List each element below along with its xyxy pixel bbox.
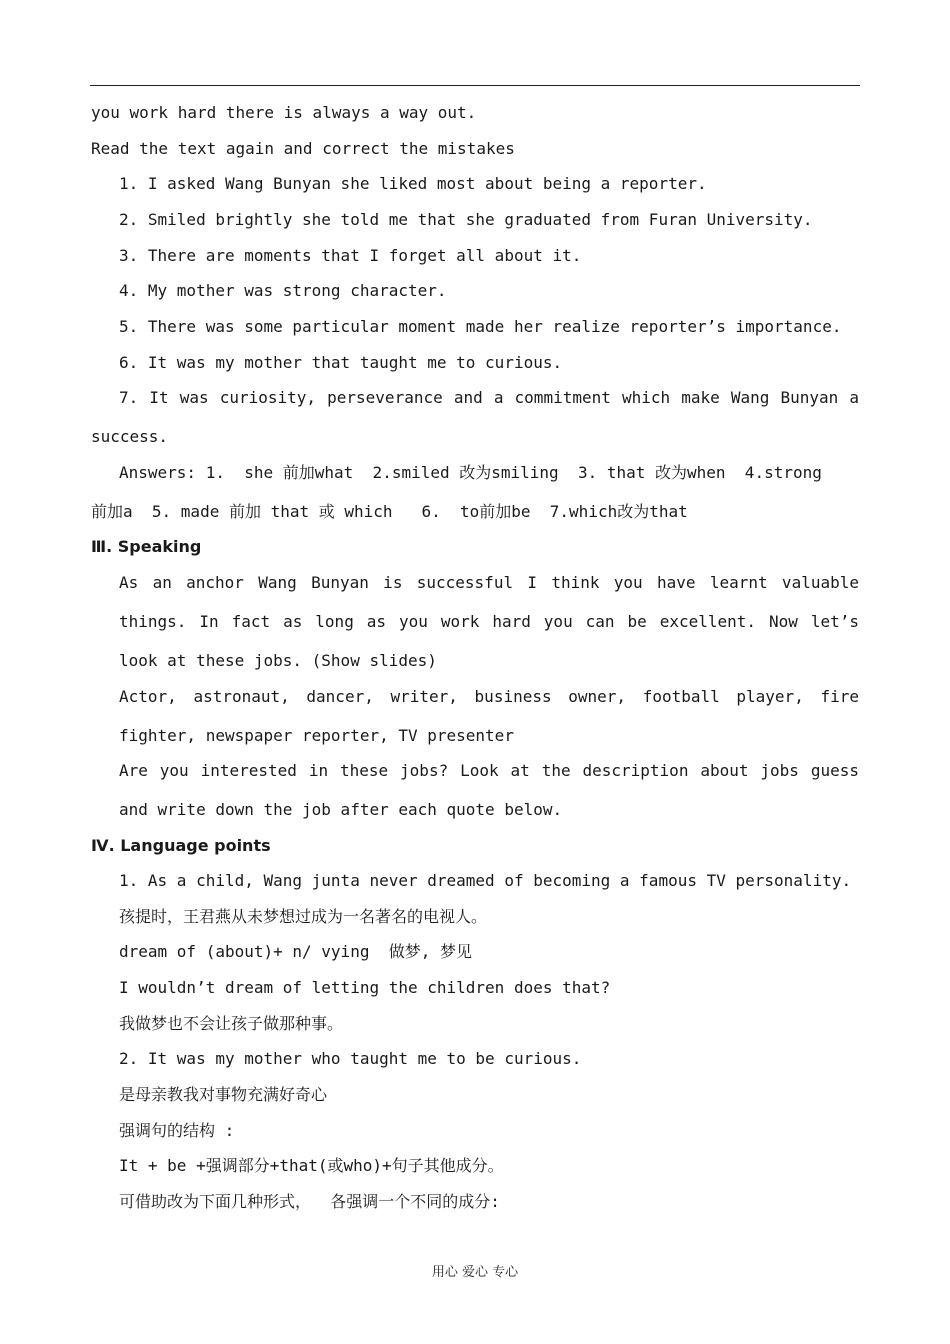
section-heading-speaking: Ⅲ. Speaking — [91, 537, 202, 556]
header-rule — [90, 85, 860, 86]
structure-note: 可借助改为下面几种形式， 各强调一个不同的成分: — [119, 1192, 500, 1211]
speaking-paragraph: As an anchor Wang Bunyan is successful I think you have learnt valuable — [119, 573, 859, 592]
exercise-item-2: 2. Smiled brightly she told me that she graduated from Furan University. — [119, 210, 813, 229]
language-point-1: 1. As a child, Wang junta never dreamed of becoming a famous TV personality. — [119, 871, 852, 890]
answers-line-cont: 前加a 5. made 前加 that 或 which 6. to前加be 7.which改为that — [91, 502, 688, 521]
exercise-item-6: 6. It was my mother that taught me to curious. — [119, 353, 563, 372]
structure-label: 强调句的结构 : — [119, 1121, 235, 1140]
example-sentence: I wouldn’t dream of letting the children does that? — [119, 978, 611, 997]
exercise-item-3: 3. There are moments that I forget all about it. — [119, 246, 582, 265]
exercise-item-1: 1. I asked Wang Bunyan she liked most about being a reporter. — [119, 174, 707, 193]
translation-line: 是母亲教我对事物充满好奇心 — [119, 1085, 328, 1104]
jobs-list: Actor, astronaut, dancer, writer, business owner, football player, fire — [119, 687, 859, 706]
exercise-item-7-cont: success. — [91, 427, 169, 446]
section-heading-language-points: Ⅳ. Language points — [91, 836, 271, 855]
speaking-paragraph: look at these jobs. (Show slides) — [119, 651, 437, 670]
language-point-2: 2. It was my mother who taught me to be curious. — [119, 1049, 582, 1068]
exercise-item-5: 5. There was some particular moment made her realize reporter’s importance. — [119, 317, 842, 336]
exercise-item-4: 4. My mother was strong character. — [119, 281, 447, 300]
translation-line: 我做梦也不会让孩子做那种事。 — [119, 1014, 344, 1033]
speaking-question: and write down the job after each quote below. — [119, 800, 563, 819]
page-footer: 用心 爱心 专心 — [431, 1265, 519, 1280]
jobs-list: fighter, newspaper reporter, TV presenter — [119, 726, 514, 745]
usage-line: dream of (about)+ n/ vying 做梦, 梦见 — [119, 942, 472, 961]
structure-formula: It + be +强调部分+that(或who)+句子其他成分。 — [119, 1156, 504, 1175]
text-line: you work hard there is always a way out. — [91, 103, 477, 122]
speaking-paragraph: things. In fact as long as you work hard you can be excellent. Now let’s — [119, 612, 859, 631]
answers-line: Answers: 1. she 前加what 2.smiled 改为smiling 3. that 改为when 4.strong — [119, 463, 822, 482]
exercise-item-7: 7. It was curiosity, perseverance and a commitment which make Wang Bunyan a — [119, 388, 859, 407]
instruction-line: Read the text again and correct the mistakes — [91, 139, 515, 158]
speaking-question: Are you interested in these jobs? Look at the description about jobs guess — [119, 761, 859, 780]
translation-line: 孩提时，王君燕从未梦想过成为一名著名的电视人。 — [119, 907, 488, 926]
